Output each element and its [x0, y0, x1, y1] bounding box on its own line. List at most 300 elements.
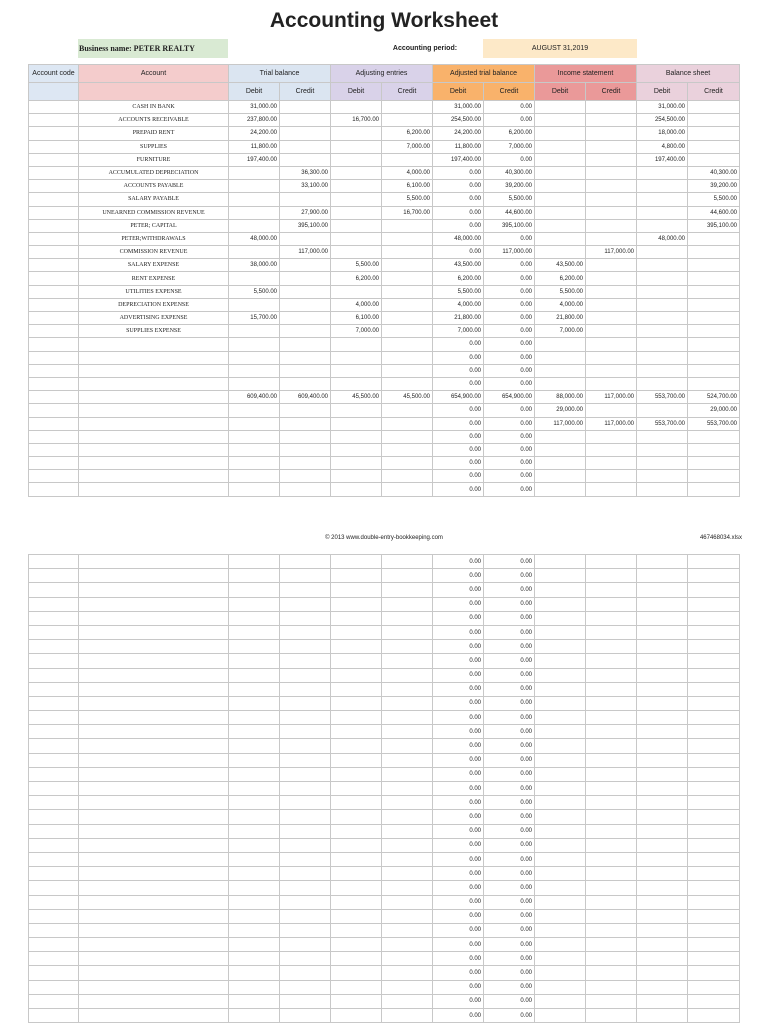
empty-cell[interactable] [382, 583, 433, 597]
empty-cell[interactable] [29, 923, 79, 937]
account-name-cell[interactable] [79, 338, 229, 351]
balance-debit-cell[interactable] [637, 312, 688, 325]
income-debit-cell[interactable] [535, 101, 586, 114]
empty-cell[interactable] [29, 782, 79, 796]
empty-cell[interactable] [382, 711, 433, 725]
account-name-cell[interactable] [79, 430, 229, 443]
adjusting-credit-cell[interactable] [382, 325, 433, 338]
empty-cell[interactable] [586, 966, 637, 980]
empty-cell[interactable] [280, 555, 331, 569]
income-credit-cell[interactable] [586, 219, 637, 232]
adjusted-credit-cell[interactable]: 5,500.00 [484, 193, 535, 206]
empty-cell[interactable] [688, 725, 740, 739]
account-code-cell[interactable] [29, 298, 79, 311]
account-code-cell[interactable] [29, 153, 79, 166]
empty-cell[interactable] [29, 767, 79, 781]
adjusted-credit-cell[interactable]: 0.00 [484, 767, 535, 781]
balance-credit-cell[interactable]: 39,200.00 [688, 180, 740, 193]
account-code-cell[interactable] [29, 193, 79, 206]
empty-cell[interactable] [331, 909, 382, 923]
income-credit-cell[interactable] [586, 101, 637, 114]
empty-cell[interactable] [535, 994, 586, 1008]
empty-cell[interactable] [229, 611, 280, 625]
adjusted-debit-cell[interactable]: 0.00 [433, 923, 484, 937]
trial-debit-cell[interactable] [229, 180, 280, 193]
empty-cell[interactable] [586, 909, 637, 923]
balance-debit-cell[interactable]: 18,000.00 [637, 127, 688, 140]
empty-cell[interactable] [29, 611, 79, 625]
empty-cell[interactable] [688, 597, 740, 611]
balance-credit-cell[interactable] [688, 127, 740, 140]
empty-cell[interactable] [382, 767, 433, 781]
adjusted-credit-cell[interactable]: 0.00 [484, 881, 535, 895]
income-debit-cell[interactable] [535, 430, 586, 443]
adjusting-debit-cell[interactable]: 5,500.00 [331, 259, 382, 272]
adjusted-credit-cell[interactable]: 0.00 [484, 312, 535, 325]
adjusted-debit-cell[interactable]: 0.00 [433, 711, 484, 725]
adjusting-debit-cell[interactable] [331, 166, 382, 179]
account-name-cell[interactable]: PETER; CAPITAL [79, 219, 229, 232]
empty-cell[interactable] [535, 966, 586, 980]
income-debit-cell[interactable] [535, 127, 586, 140]
income-credit-cell[interactable] [586, 259, 637, 272]
adjusting-debit-cell[interactable] [331, 206, 382, 219]
balance-debit-cell[interactable] [637, 166, 688, 179]
empty-cell[interactable] [29, 654, 79, 668]
balance-debit-cell[interactable] [637, 298, 688, 311]
empty-cell[interactable] [637, 938, 688, 952]
empty-cell[interactable] [535, 696, 586, 710]
adjusting-debit-cell[interactable] [331, 364, 382, 377]
account-name-cell[interactable]: ACCOUNTS PAYABLE [79, 180, 229, 193]
adjusting-credit-cell[interactable]: 6,200.00 [382, 127, 433, 140]
balance-credit-cell[interactable] [688, 312, 740, 325]
adjusted-debit-cell[interactable]: 0.00 [433, 824, 484, 838]
empty-cell[interactable] [637, 782, 688, 796]
empty-cell[interactable] [29, 810, 79, 824]
trial-debit-cell[interactable] [229, 483, 280, 496]
empty-cell[interactable] [331, 952, 382, 966]
balance-debit-cell[interactable] [637, 325, 688, 338]
empty-cell[interactable] [229, 597, 280, 611]
empty-cell[interactable] [280, 625, 331, 639]
account-name-cell[interactable]: PREPAID RENT [79, 127, 229, 140]
empty-cell[interactable] [29, 668, 79, 682]
empty-cell[interactable] [229, 923, 280, 937]
empty-cell[interactable] [637, 966, 688, 980]
adjusting-debit-cell[interactable] [331, 193, 382, 206]
income-credit-cell[interactable] [586, 193, 637, 206]
account-name-cell[interactable]: SALARY PAYABLE [79, 193, 229, 206]
balance-credit-cell[interactable] [688, 153, 740, 166]
adjusted-debit-cell[interactable]: 0.00 [433, 180, 484, 193]
income-debit-cell[interactable]: 88,000.00 [535, 391, 586, 404]
adjusted-credit-cell[interactable]: 0.00 [484, 325, 535, 338]
income-debit-cell[interactable] [535, 457, 586, 470]
empty-cell[interactable] [637, 569, 688, 583]
adjusted-debit-cell[interactable]: 0.00 [433, 881, 484, 895]
empty-cell[interactable] [229, 640, 280, 654]
empty-cell[interactable] [229, 852, 280, 866]
empty-cell[interactable] [586, 583, 637, 597]
income-debit-cell[interactable] [535, 219, 586, 232]
trial-debit-cell[interactable] [229, 470, 280, 483]
empty-cell[interactable] [586, 938, 637, 952]
empty-cell[interactable] [637, 867, 688, 881]
empty-cell[interactable] [79, 625, 229, 639]
empty-cell[interactable] [382, 980, 433, 994]
empty-cell[interactable] [79, 966, 229, 980]
empty-cell[interactable] [280, 725, 331, 739]
adjusting-debit-cell[interactable] [331, 338, 382, 351]
empty-cell[interactable] [586, 895, 637, 909]
account-name-cell[interactable] [79, 457, 229, 470]
empty-cell[interactable] [280, 810, 331, 824]
adjusting-debit-cell[interactable] [331, 153, 382, 166]
empty-cell[interactable] [535, 611, 586, 625]
adjusted-debit-cell[interactable]: 0.00 [433, 583, 484, 597]
balance-credit-cell[interactable]: 5,500.00 [688, 193, 740, 206]
trial-debit-cell[interactable] [229, 338, 280, 351]
adjusting-credit-cell[interactable] [382, 298, 433, 311]
empty-cell[interactable] [280, 682, 331, 696]
account-code-cell[interactable] [29, 285, 79, 298]
empty-cell[interactable] [535, 569, 586, 583]
empty-cell[interactable] [79, 852, 229, 866]
empty-cell[interactable] [637, 881, 688, 895]
empty-cell[interactable] [535, 625, 586, 639]
balance-credit-cell[interactable] [688, 377, 740, 390]
empty-cell[interactable] [382, 938, 433, 952]
adjusting-credit-cell[interactable] [382, 338, 433, 351]
empty-cell[interactable] [637, 696, 688, 710]
adjusting-credit-cell[interactable]: 7,000.00 [382, 140, 433, 153]
empty-cell[interactable] [331, 782, 382, 796]
adjusted-credit-cell[interactable]: 0.00 [484, 895, 535, 909]
adjusted-debit-cell[interactable]: 0.00 [433, 952, 484, 966]
adjusted-debit-cell[interactable]: 5,500.00 [433, 285, 484, 298]
account-name-cell[interactable]: UTILITIES EXPENSE [79, 285, 229, 298]
adjusting-debit-cell[interactable] [331, 483, 382, 496]
trial-credit-cell[interactable] [280, 430, 331, 443]
adjusted-debit-cell[interactable]: 0.00 [433, 611, 484, 625]
empty-cell[interactable] [331, 824, 382, 838]
empty-cell[interactable] [382, 994, 433, 1008]
adjusted-debit-cell[interactable]: 254,500.00 [433, 114, 484, 127]
adjusted-credit-cell[interactable]: 0.00 [484, 470, 535, 483]
income-debit-cell[interactable] [535, 193, 586, 206]
income-debit-cell[interactable] [535, 443, 586, 456]
balance-credit-cell[interactable]: 44,600.00 [688, 206, 740, 219]
empty-cell[interactable] [229, 711, 280, 725]
adjusting-credit-cell[interactable]: 6,100.00 [382, 180, 433, 193]
adjusted-debit-cell[interactable]: 0.00 [433, 994, 484, 1008]
adjusted-credit-cell[interactable]: 0.00 [484, 404, 535, 417]
empty-cell[interactable] [688, 810, 740, 824]
adjusted-debit-cell[interactable]: 0.00 [433, 895, 484, 909]
trial-debit-cell[interactable] [229, 246, 280, 259]
trial-credit-cell[interactable] [280, 377, 331, 390]
empty-cell[interactable] [586, 852, 637, 866]
account-code-cell[interactable] [29, 391, 79, 404]
adjusting-debit-cell[interactable] [331, 351, 382, 364]
empty-cell[interactable] [79, 994, 229, 1008]
adjusted-debit-cell[interactable]: 0.00 [433, 909, 484, 923]
income-credit-cell[interactable] [586, 351, 637, 364]
income-debit-cell[interactable] [535, 364, 586, 377]
adjusted-credit-cell[interactable]: 0.00 [484, 696, 535, 710]
income-credit-cell[interactable] [586, 114, 637, 127]
adjusted-credit-cell[interactable]: 0.00 [484, 377, 535, 390]
empty-cell[interactable] [79, 938, 229, 952]
empty-cell[interactable] [29, 625, 79, 639]
empty-cell[interactable] [229, 952, 280, 966]
empty-cell[interactable] [229, 994, 280, 1008]
adjusted-credit-cell[interactable]: 0.00 [484, 725, 535, 739]
adjusting-credit-cell[interactable] [382, 272, 433, 285]
trial-debit-cell[interactable] [229, 377, 280, 390]
empty-cell[interactable] [637, 753, 688, 767]
balance-credit-cell[interactable] [688, 351, 740, 364]
adjusting-debit-cell[interactable] [331, 457, 382, 470]
empty-cell[interactable] [637, 654, 688, 668]
adjusted-debit-cell[interactable]: 31,000.00 [433, 101, 484, 114]
empty-cell[interactable] [229, 696, 280, 710]
trial-credit-cell[interactable] [280, 404, 331, 417]
balance-debit-cell[interactable]: 254,500.00 [637, 114, 688, 127]
adjusted-credit-cell[interactable]: 0.00 [484, 682, 535, 696]
empty-cell[interactable] [79, 909, 229, 923]
empty-cell[interactable] [79, 739, 229, 753]
empty-cell[interactable] [382, 569, 433, 583]
empty-cell[interactable] [535, 923, 586, 937]
adjusting-credit-cell[interactable] [382, 351, 433, 364]
trial-credit-cell[interactable] [280, 193, 331, 206]
adjusted-credit-cell[interactable]: 0.00 [484, 711, 535, 725]
empty-cell[interactable] [382, 923, 433, 937]
empty-cell[interactable] [29, 895, 79, 909]
income-credit-cell[interactable] [586, 443, 637, 456]
account-code-cell[interactable] [29, 219, 79, 232]
empty-cell[interactable] [79, 668, 229, 682]
income-credit-cell[interactable]: 117,000.00 [586, 391, 637, 404]
adjusting-debit-cell[interactable] [331, 417, 382, 430]
account-name-cell[interactable]: CASH IN BANK [79, 101, 229, 114]
adjusting-debit-cell[interactable]: 6,100.00 [331, 312, 382, 325]
empty-cell[interactable] [535, 640, 586, 654]
empty-cell[interactable] [229, 583, 280, 597]
empty-cell[interactable] [382, 668, 433, 682]
trial-credit-cell[interactable] [280, 101, 331, 114]
empty-cell[interactable] [586, 625, 637, 639]
account-name-cell[interactable]: RENT EXPENSE [79, 272, 229, 285]
empty-cell[interactable] [586, 569, 637, 583]
account-code-cell[interactable] [29, 325, 79, 338]
empty-cell[interactable] [280, 739, 331, 753]
empty-cell[interactable] [535, 739, 586, 753]
empty-cell[interactable] [382, 852, 433, 866]
empty-cell[interactable] [79, 810, 229, 824]
balance-credit-cell[interactable] [688, 470, 740, 483]
empty-cell[interactable] [29, 682, 79, 696]
empty-cell[interactable] [535, 952, 586, 966]
empty-cell[interactable] [688, 555, 740, 569]
account-code-cell[interactable] [29, 312, 79, 325]
balance-credit-cell[interactable] [688, 232, 740, 245]
balance-credit-cell[interactable] [688, 272, 740, 285]
empty-cell[interactable] [586, 782, 637, 796]
empty-cell[interactable] [79, 569, 229, 583]
empty-cell[interactable] [688, 980, 740, 994]
income-debit-cell[interactable]: 21,800.00 [535, 312, 586, 325]
balance-credit-cell[interactable] [688, 457, 740, 470]
empty-cell[interactable] [29, 909, 79, 923]
empty-cell[interactable] [586, 611, 637, 625]
empty-cell[interactable] [688, 767, 740, 781]
balance-credit-cell[interactable]: 553,700.00 [688, 417, 740, 430]
income-credit-cell[interactable] [586, 298, 637, 311]
income-debit-cell[interactable] [535, 470, 586, 483]
balance-credit-cell[interactable] [688, 325, 740, 338]
empty-cell[interactable] [280, 895, 331, 909]
empty-cell[interactable] [229, 625, 280, 639]
empty-cell[interactable] [586, 725, 637, 739]
account-name-cell[interactable] [79, 391, 229, 404]
income-debit-cell[interactable]: 6,200.00 [535, 272, 586, 285]
adjusted-credit-cell[interactable]: 40,300.00 [484, 166, 535, 179]
balance-credit-cell[interactable] [688, 114, 740, 127]
empty-cell[interactable] [688, 966, 740, 980]
empty-cell[interactable] [29, 739, 79, 753]
adjusted-debit-cell[interactable]: 0.00 [433, 166, 484, 179]
account-code-cell[interactable] [29, 166, 79, 179]
trial-debit-cell[interactable]: 31,000.00 [229, 101, 280, 114]
income-debit-cell[interactable] [535, 114, 586, 127]
empty-cell[interactable] [331, 682, 382, 696]
adjusted-credit-cell[interactable]: 0.00 [484, 611, 535, 625]
adjusting-credit-cell[interactable] [382, 259, 433, 272]
empty-cell[interactable] [280, 852, 331, 866]
adjusted-debit-cell[interactable]: 0.00 [433, 938, 484, 952]
empty-cell[interactable] [331, 994, 382, 1008]
empty-cell[interactable] [79, 555, 229, 569]
empty-cell[interactable] [586, 838, 637, 852]
adjusted-credit-cell[interactable]: 0.00 [484, 114, 535, 127]
empty-cell[interactable] [637, 980, 688, 994]
income-credit-cell[interactable] [586, 127, 637, 140]
balance-debit-cell[interactable] [637, 193, 688, 206]
empty-cell[interactable] [229, 682, 280, 696]
empty-cell[interactable] [331, 753, 382, 767]
empty-cell[interactable] [637, 668, 688, 682]
empty-cell[interactable] [637, 952, 688, 966]
empty-cell[interactable] [79, 682, 229, 696]
account-name-cell[interactable]: COMMISSION REVENUE [79, 246, 229, 259]
empty-cell[interactable] [79, 583, 229, 597]
adjusted-credit-cell[interactable]: 0.00 [484, 994, 535, 1008]
empty-cell[interactable] [382, 952, 433, 966]
empty-cell[interactable] [637, 994, 688, 1008]
empty-cell[interactable] [637, 682, 688, 696]
adjusted-credit-cell[interactable]: 39,200.00 [484, 180, 535, 193]
empty-cell[interactable] [79, 838, 229, 852]
adjusting-debit-cell[interactable]: 6,200.00 [331, 272, 382, 285]
adjusted-credit-cell[interactable]: 0.00 [484, 338, 535, 351]
empty-cell[interactable] [382, 753, 433, 767]
adjusted-credit-cell[interactable]: 0.00 [484, 966, 535, 980]
empty-cell[interactable] [280, 881, 331, 895]
adjusted-debit-cell[interactable]: 0.00 [433, 838, 484, 852]
balance-credit-cell[interactable] [688, 338, 740, 351]
empty-cell[interactable] [29, 796, 79, 810]
empty-cell[interactable] [229, 980, 280, 994]
empty-cell[interactable] [688, 796, 740, 810]
empty-cell[interactable] [535, 838, 586, 852]
empty-cell[interactable] [688, 682, 740, 696]
adjusting-credit-cell[interactable] [382, 404, 433, 417]
empty-cell[interactable] [535, 682, 586, 696]
adjusted-credit-cell[interactable]: 0.00 [484, 351, 535, 364]
empty-cell[interactable] [382, 611, 433, 625]
empty-cell[interactable] [280, 583, 331, 597]
empty-cell[interactable] [535, 881, 586, 895]
empty-cell[interactable] [331, 810, 382, 824]
account-name-cell[interactable]: SUPPLIES EXPENSE [79, 325, 229, 338]
trial-debit-cell[interactable]: 11,800.00 [229, 140, 280, 153]
adjusting-credit-cell[interactable] [382, 153, 433, 166]
account-code-cell[interactable] [29, 351, 79, 364]
adjusted-debit-cell[interactable]: 0.00 [433, 377, 484, 390]
trial-debit-cell[interactable]: 15,700.00 [229, 312, 280, 325]
empty-cell[interactable] [280, 597, 331, 611]
empty-cell[interactable] [331, 881, 382, 895]
empty-cell[interactable] [535, 852, 586, 866]
empty-cell[interactable] [79, 640, 229, 654]
adjusting-credit-cell[interactable]: 16,700.00 [382, 206, 433, 219]
adjusted-credit-cell[interactable]: 0.00 [484, 640, 535, 654]
trial-debit-cell[interactable] [229, 443, 280, 456]
trial-debit-cell[interactable]: 197,400.00 [229, 153, 280, 166]
adjusting-debit-cell[interactable] [331, 219, 382, 232]
adjusting-debit-cell[interactable] [331, 377, 382, 390]
income-credit-cell[interactable]: 117,000.00 [586, 417, 637, 430]
empty-cell[interactable] [331, 938, 382, 952]
adjusted-credit-cell[interactable]: 0.00 [484, 457, 535, 470]
income-credit-cell[interactable] [586, 404, 637, 417]
adjusted-credit-cell[interactable]: 0.00 [484, 298, 535, 311]
empty-cell[interactable] [29, 555, 79, 569]
adjusting-debit-cell[interactable]: 45,500.00 [331, 391, 382, 404]
balance-credit-cell[interactable] [688, 443, 740, 456]
empty-cell[interactable] [29, 753, 79, 767]
empty-cell[interactable] [586, 654, 637, 668]
adjusted-debit-cell[interactable]: 0.00 [433, 668, 484, 682]
empty-cell[interactable] [382, 966, 433, 980]
adjusted-credit-cell[interactable]: 0.00 [484, 654, 535, 668]
balance-credit-cell[interactable] [688, 483, 740, 496]
income-credit-cell[interactable] [586, 206, 637, 219]
empty-cell[interactable] [586, 696, 637, 710]
adjusting-credit-cell[interactable] [382, 364, 433, 377]
account-name-cell[interactable]: SALARY EXPENSE [79, 259, 229, 272]
adjusted-debit-cell[interactable]: 0.00 [433, 782, 484, 796]
income-credit-cell[interactable] [586, 140, 637, 153]
adjusted-debit-cell[interactable]: 0.00 [433, 1009, 484, 1023]
adjusted-debit-cell[interactable]: 0.00 [433, 753, 484, 767]
adjusting-credit-cell[interactable] [382, 430, 433, 443]
empty-cell[interactable] [29, 597, 79, 611]
empty-cell[interactable] [637, 625, 688, 639]
